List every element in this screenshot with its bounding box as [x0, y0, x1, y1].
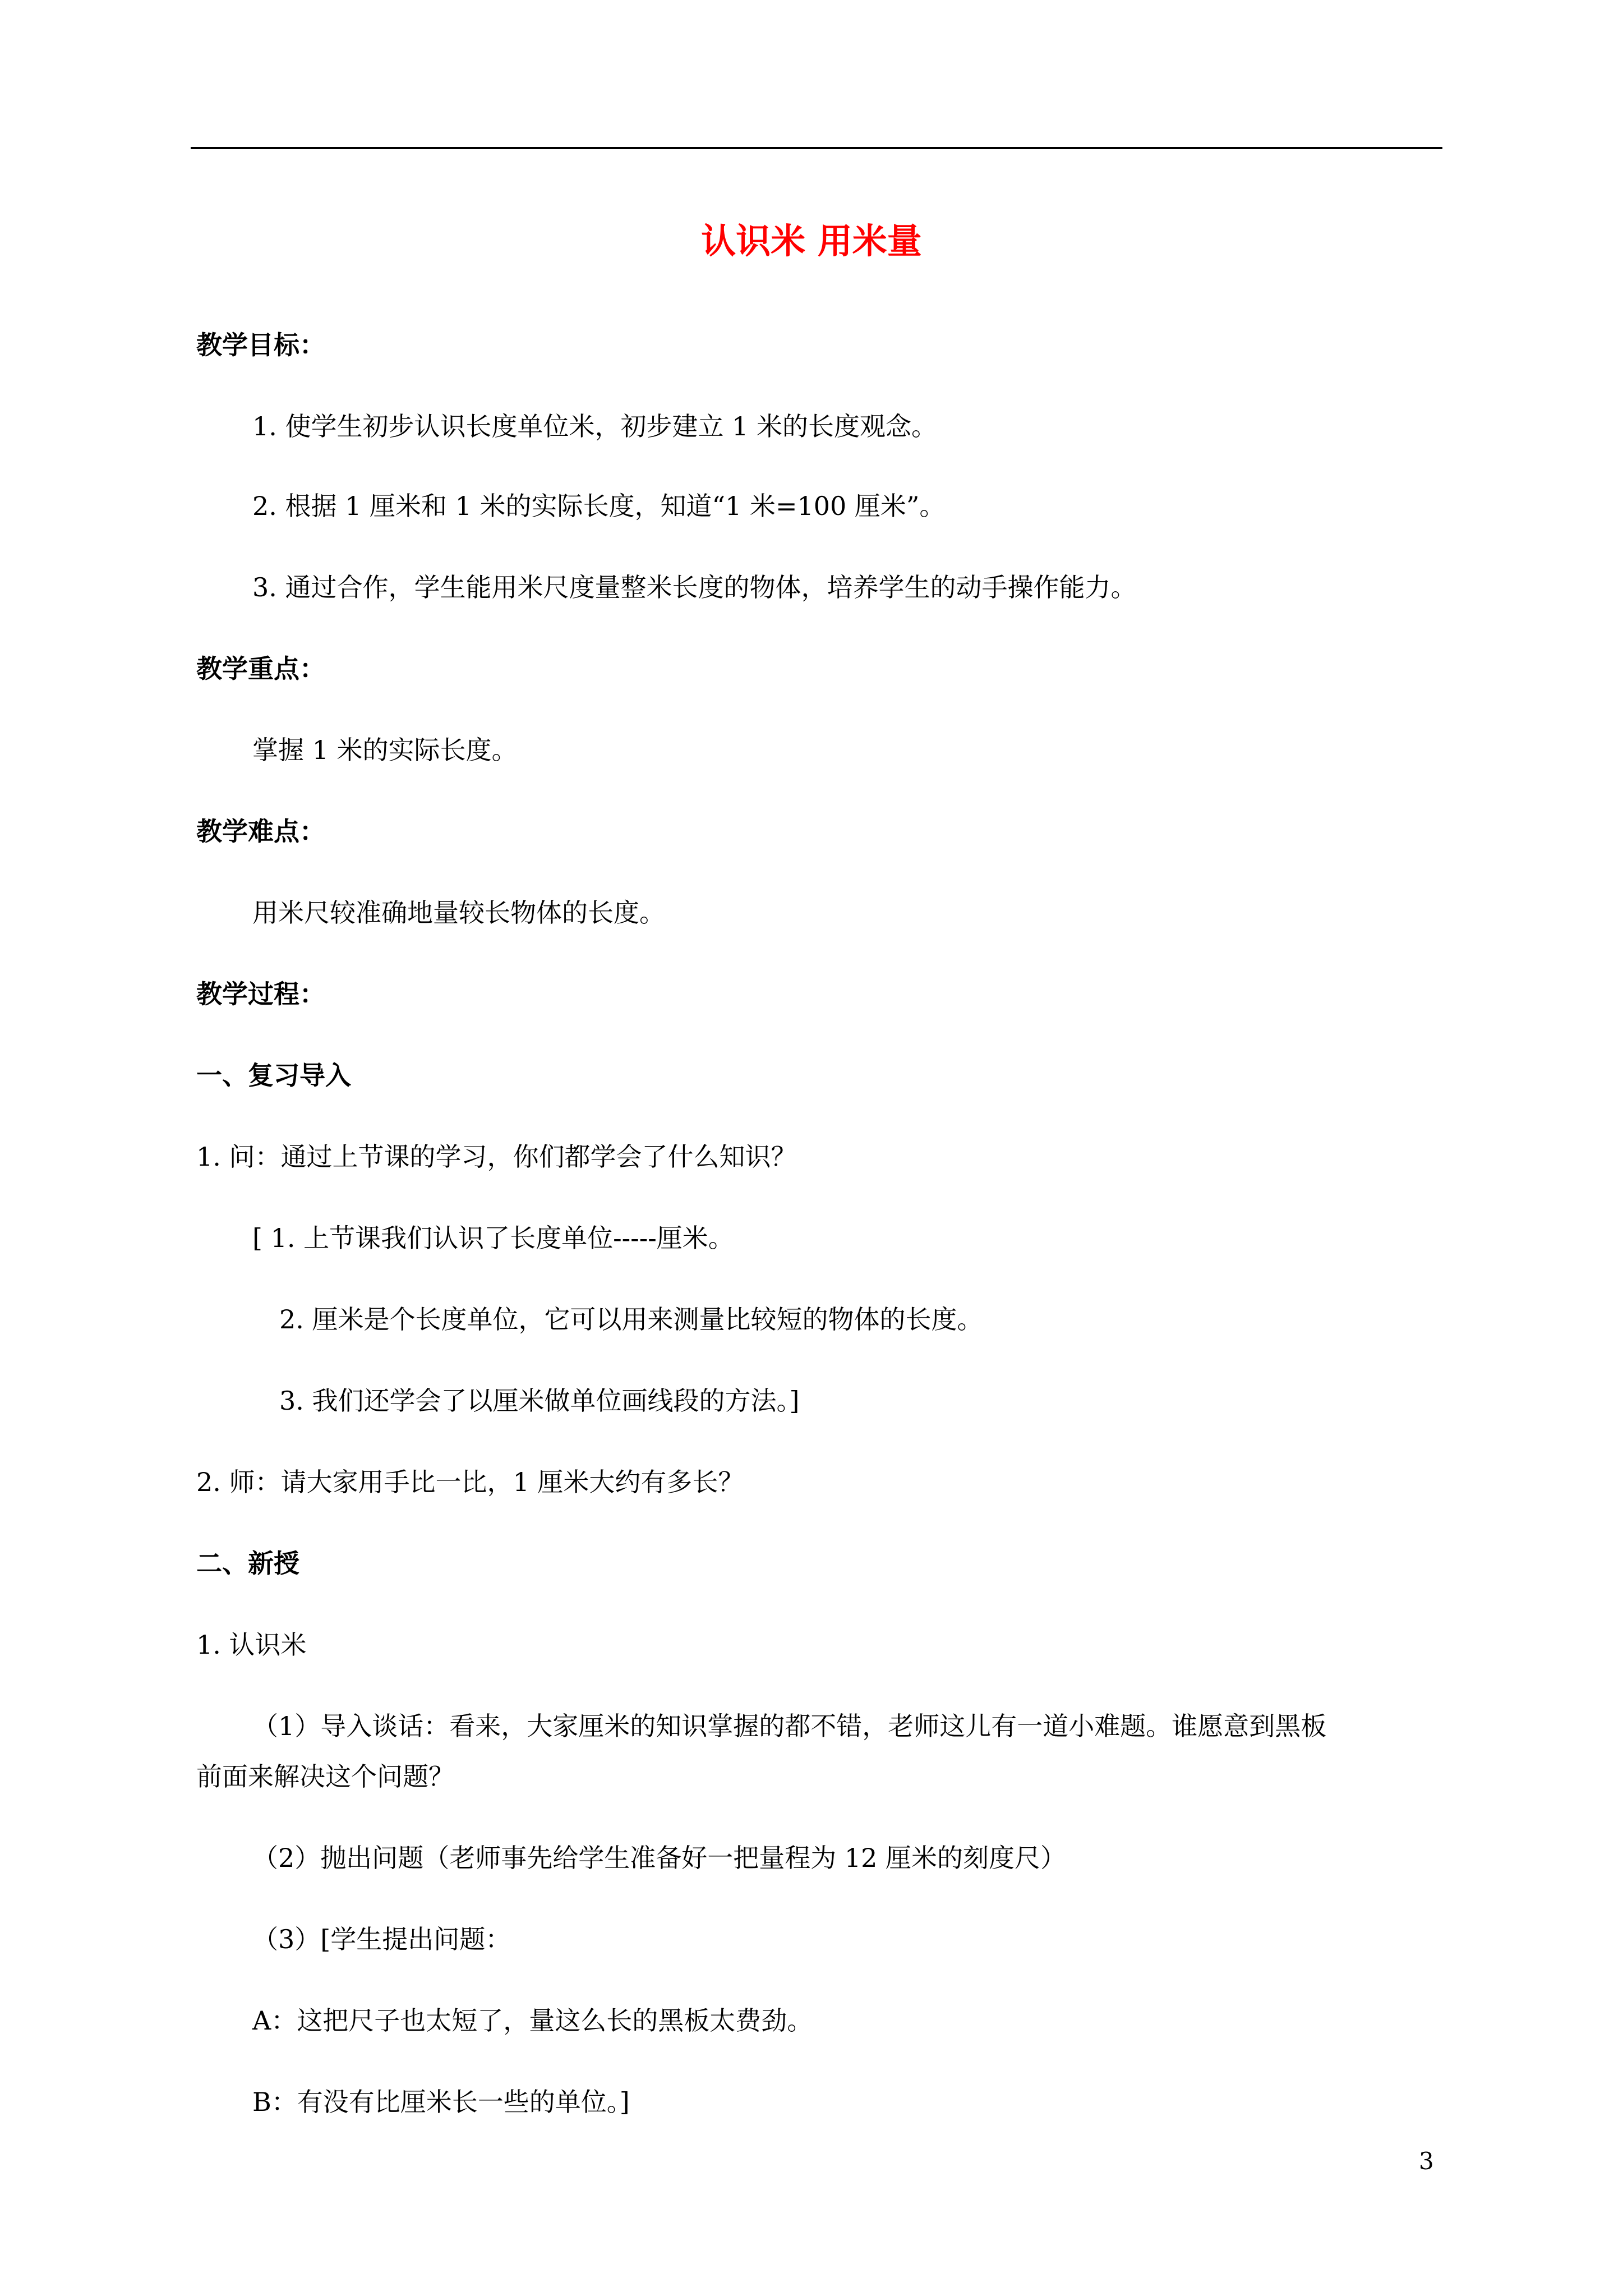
step-3-text: （3）[学生提出问题： — [252, 1924, 511, 1954]
goals-heading: 教学目标： — [196, 330, 325, 360]
difficulty-text: 用米尺较准确地量较长物体的长度。 — [252, 898, 665, 928]
intro-paragraph-line-1: （1）导入谈话：看来，大家厘米的知识掌握的都不错，老师这儿有一道小难题。谁愿意到黑板 — [252, 1711, 1327, 1741]
page-number: 3 — [1419, 2147, 1434, 2175]
section1-heading: 一、复习导入 — [196, 1060, 351, 1091]
section2-item-1: 1. 认识米 — [196, 1630, 307, 1660]
intro-paragraph-line-2: 前面来解决这个问题？ — [196, 1761, 454, 1792]
goal-item-3: 3. 通过合作，学生能用米尺度量整米长度的物体，培养学生的动手操作能力。 — [252, 572, 1137, 602]
review-answer-1: [ 1. 上节课我们认识了长度单位-----厘米。 — [252, 1223, 734, 1253]
section2-heading: 二、新授 — [196, 1548, 299, 1579]
difficulty-heading: 教学难点： — [196, 816, 325, 846]
header-rule — [191, 147, 1442, 149]
student-answer-a: A：这把尺子也太短了，量这么长的黑板太费劲。 — [252, 2005, 813, 2036]
review-question-2: 2. 师：请大家用手比一比，1 厘米大约有多长？ — [196, 1467, 744, 1497]
goal-item-2: 2. 根据 1 厘米和 1 米的实际长度，知道“1 米=100 厘米”。 — [252, 491, 946, 521]
student-answer-b: B：有没有比厘米长一些的单位。] — [252, 2087, 630, 2117]
key-point-heading: 教学重点： — [196, 654, 325, 684]
process-heading: 教学过程： — [196, 979, 325, 1009]
step-2-text: （2）抛出问题（老师事先给学生准备好一把量程为 12 厘米的刻度尺） — [252, 1843, 1067, 1873]
key-point-text: 掌握 1 米的实际长度。 — [252, 735, 518, 765]
review-answer-2: 2. 厘米是个长度单位，它可以用来测量比较短的物体的长度。 — [279, 1304, 983, 1335]
page-title: 认识米 用米量 — [701, 220, 922, 261]
goal-item-1: 1. 使学生初步认识长度单位米，初步建立 1 米的长度观念。 — [252, 411, 938, 441]
review-answer-3: 3. 我们还学会了以厘米做单位画线段的方法。] — [279, 1386, 800, 1416]
review-question-1: 1. 问：通过上节课的学习，你们都学会了什么知识？ — [196, 1142, 797, 1172]
